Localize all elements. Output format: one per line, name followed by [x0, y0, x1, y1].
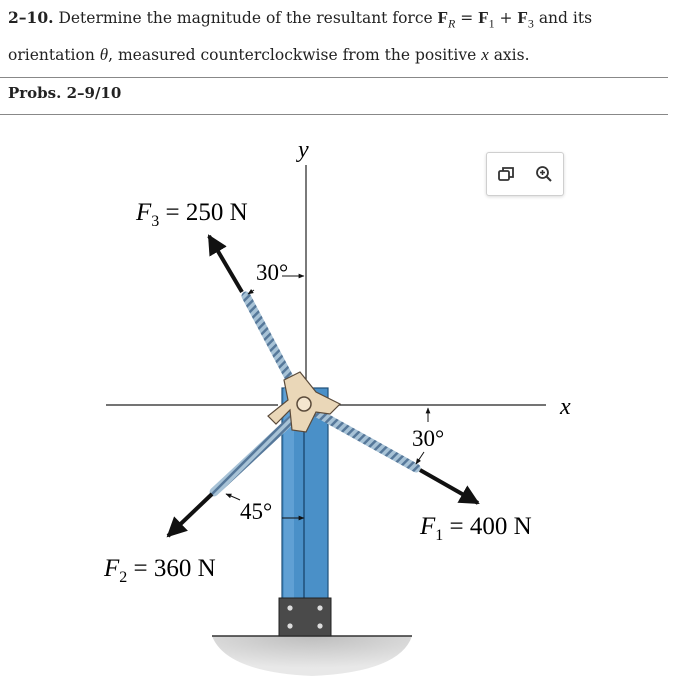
arrow-f3 [209, 236, 242, 292]
f3-angle-label: 30° [256, 260, 289, 285]
equals-sign: = [460, 9, 474, 27]
image-toolbar [486, 152, 564, 196]
x-variable: x [481, 45, 489, 65]
probs-label: Probs. 2–9/10 [8, 84, 122, 102]
f3-label: $F_3 = 250$ N [136, 199, 248, 230]
arrow-f1 [420, 470, 478, 503]
problem-text-tail: and its [538, 9, 593, 27]
pin [297, 397, 311, 411]
term1-symbol: $F_1$ [478, 8, 495, 31]
arrow-f2 [168, 494, 212, 536]
problem-text-2b: , measured counterclockwise from the positive [108, 46, 477, 65]
x-axis-label: x [560, 394, 571, 420]
f2-angle-label: 45° [240, 499, 273, 524]
theta-symbol: θ [99, 45, 109, 65]
y-axis-label: y [298, 137, 309, 163]
resultant-symbol: $F_R$ [437, 8, 456, 31]
copy-image-button[interactable] [493, 161, 519, 187]
problem-text: Determine the magnitude of the resultant force [58, 9, 433, 27]
problem-number: 2–10. [8, 8, 54, 27]
f1-label: $F_1 = 400$ N [420, 513, 532, 544]
problem-text-2c: axis. [493, 46, 530, 65]
plus-sign: + [499, 9, 513, 27]
copy-image-icon [496, 164, 516, 184]
term2-symbol: $F_3$ [517, 8, 534, 31]
problem-text-2a: orientation [8, 46, 95, 65]
zoom-in-icon [534, 164, 554, 184]
ground [212, 636, 412, 676]
f2-label: $F_2 = 360$ N [104, 555, 216, 586]
zoom-in-button[interactable] [531, 161, 557, 187]
base-plate [279, 598, 331, 636]
f1-angle-label: 30° [412, 426, 445, 451]
